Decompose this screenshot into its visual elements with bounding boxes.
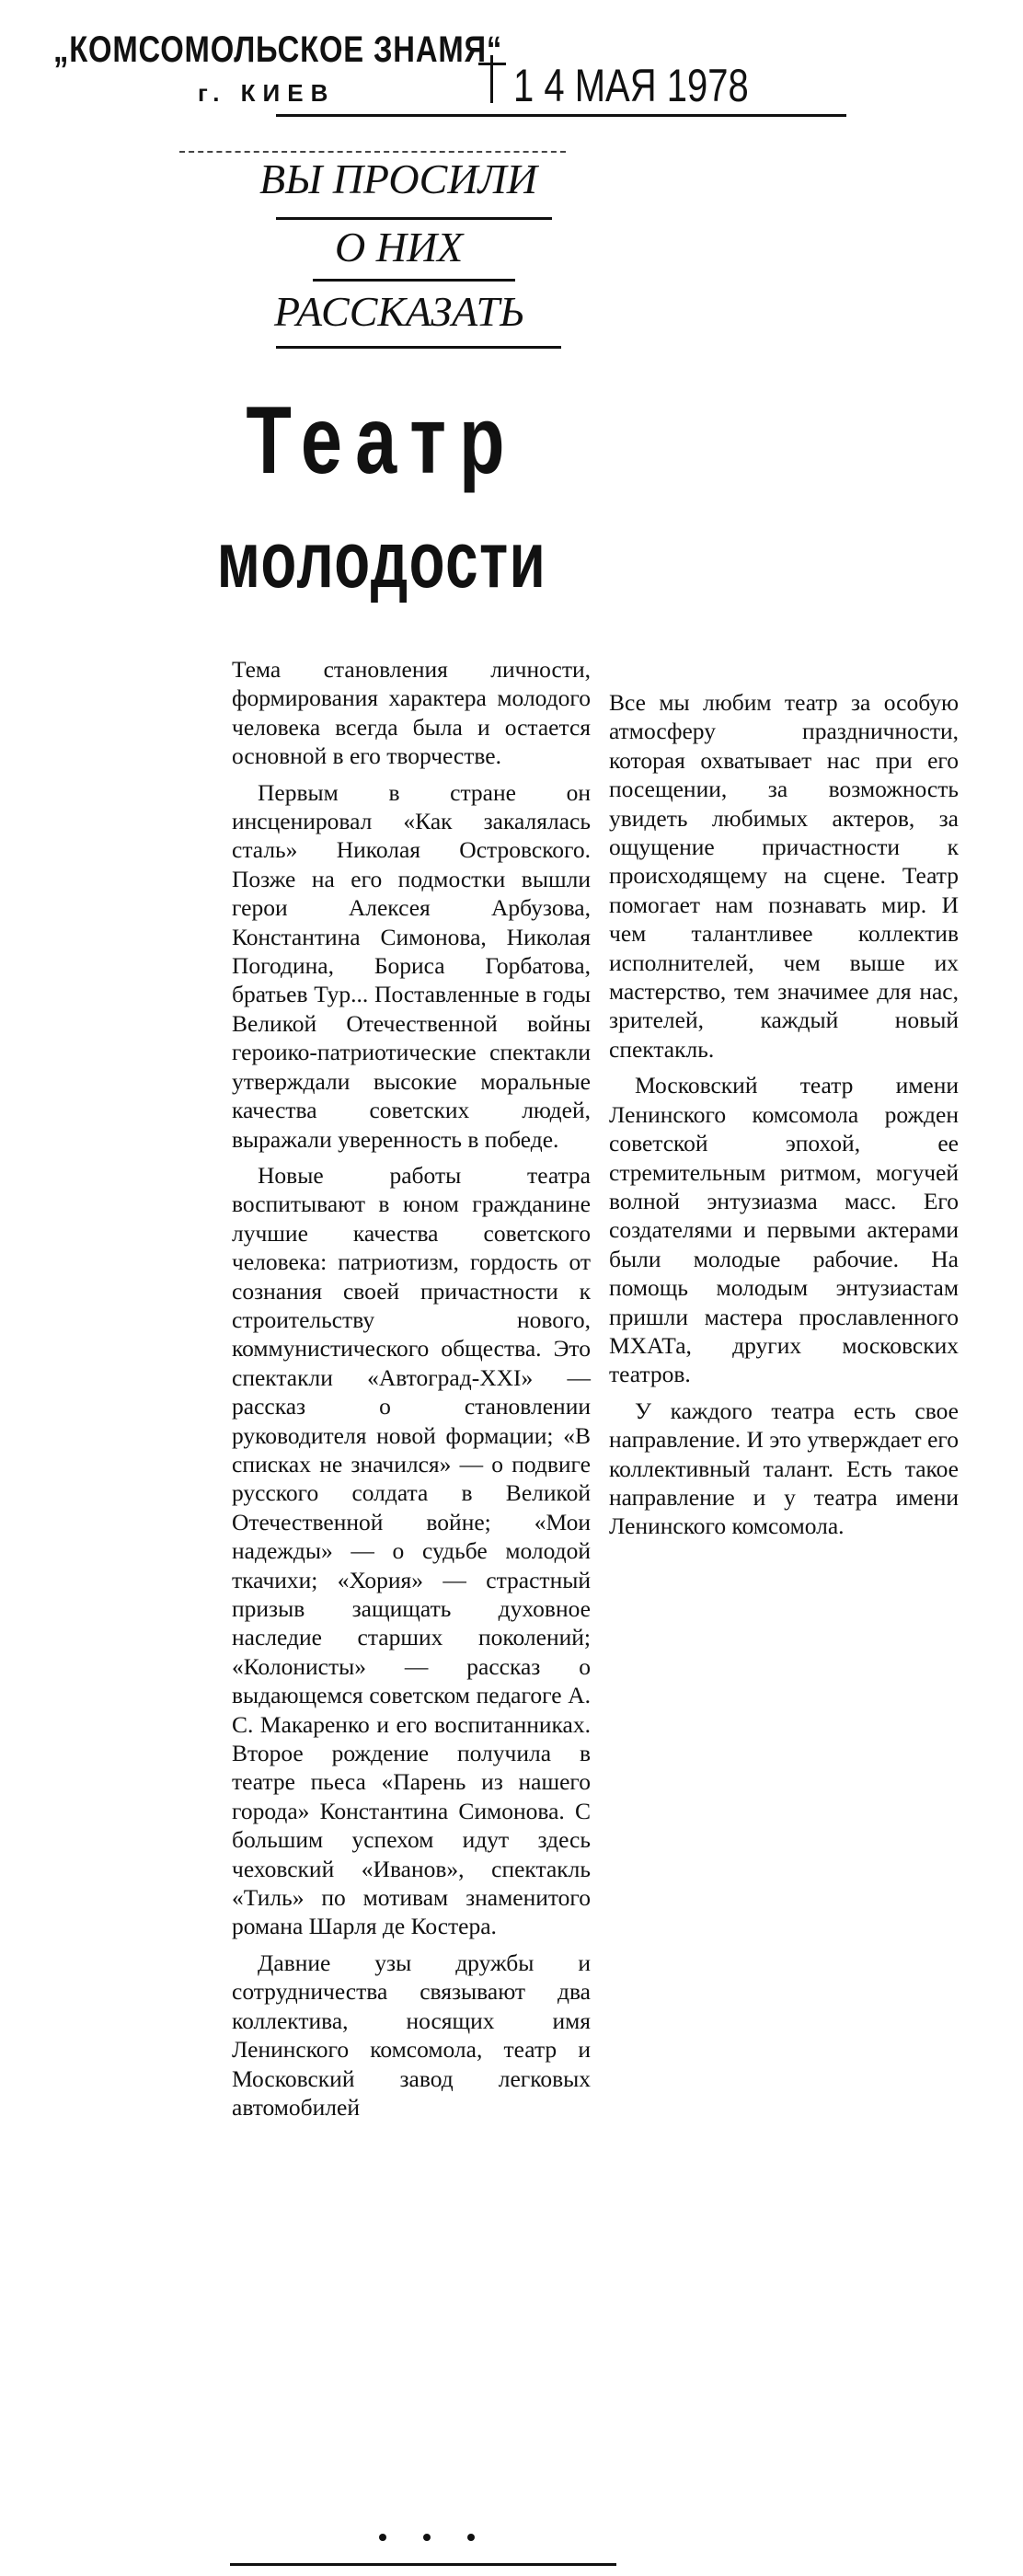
headline-line-1: Театр [246, 387, 518, 494]
kicker-line-2: О НИХ [335, 224, 464, 270]
kicker-line-1: ВЫ ПРОСИЛИ [259, 155, 537, 202]
kicker-rule-1 [276, 217, 552, 220]
article-column-right [609, 688, 959, 1548]
kicker-line-3: РАССКАЗАТЬ [274, 288, 525, 335]
kicker-rule-2 [313, 279, 515, 282]
end-dot [467, 2534, 475, 2541]
city-label: г. КИЕВ [198, 79, 336, 107]
headline-line-2: молодости [216, 516, 547, 604]
article-column-left [232, 655, 591, 2129]
paragraph: Давние узы дружбы и сотрудничества связывают два коллектива, носящих имя Ленинского комсомола, театр и Московский завод легковых автомобилей [232, 1949, 591, 2121]
bottom-rule [230, 2563, 616, 2566]
paragraph: Все мы любим театр за особую атмосферу праздничности, которая охватывает нас при его посещении, за возможность увидеть любимых актеров, за ощущение причастности к происходящему на сцене. Театр помогает нам познавать мир. И чем талантливее коллектив исполнителей, чем выше их мастерство, тем значимее для нас, зрителей, каждый новый спектакль. [609, 689, 959, 1063]
kicker-rule-3 [276, 346, 561, 349]
stamp-underline [276, 114, 846, 117]
paragraph: Новые работы театра воспитывают в юном гражданине лучшие качества советского человека: патриотизм, гордость от сознания своей причастности к строительству нового, коммунистического общества. Это спектакли «Автоград-XXI» — рассказ о становлении руководителя новой формации; «В списках не значился» — о подвиге русского солдата в Великой Отечественной войне; «Мои надежды» — о судьбе молодой ткачихи; «Хория» — страстный призыв защищать духовное наследие старших поколений; «Колонисты» — рассказ о выдающемся советском педагоге А. С. Макаренко и его воспитанниках. Второе рождение получила в театре пьеса «Парень из нашего города» Константина Симонова. С большим успехом идут здесь чеховский «Иванов», спектакль «Тиль» по мотивам знаменитого романа Шарля де Костера. [232, 1161, 591, 1940]
paragraph: У каждого театра есть свое направление. И это утверждает его коллективный талант. Есть такое направление и у театра имени Ленинского комсомола. [609, 1397, 959, 1540]
end-dot [423, 2534, 431, 2541]
paragraph: Московский театр имени Ленинского комсомола рожден советской эпохой, ее стремительным ритмом, могучей волной энтузиазма масс. Его создателями и первыми актерами были молодые рабочие. На помощь молодым энтузиастам пришли мастера прославленного МХАТа, других московских театров. [609, 1072, 959, 1388]
paragraph: Тема становления личности, формирования характера молодого человека всегда была и остается основной в его творчестве. [232, 656, 591, 770]
section-top-rule [179, 151, 566, 153]
paragraph: Первым в стране он инсценировал «Как закалялась сталь» Николая Островского. Позже на его подмостки вышли герои Алексея Арбузова, Константина Симонова, Николая Погодина, Бориса Горбатова, братьев Тур... Поставленные в годы Великой Отечественной войны героико-патриотические спектакли утверждали высокие моральные качества советских людей, выражали уверенность в победе. [232, 778, 591, 1153]
clipping-stamp [37, 22, 837, 123]
issue-date: 1 4 МАЯ 1978 [513, 60, 749, 111]
date-marker [490, 55, 502, 103]
newspaper-name: „КОМСОМОЛЬСКОЕ ЗНАМЯ“ [53, 29, 503, 70]
end-dot [379, 2534, 386, 2541]
